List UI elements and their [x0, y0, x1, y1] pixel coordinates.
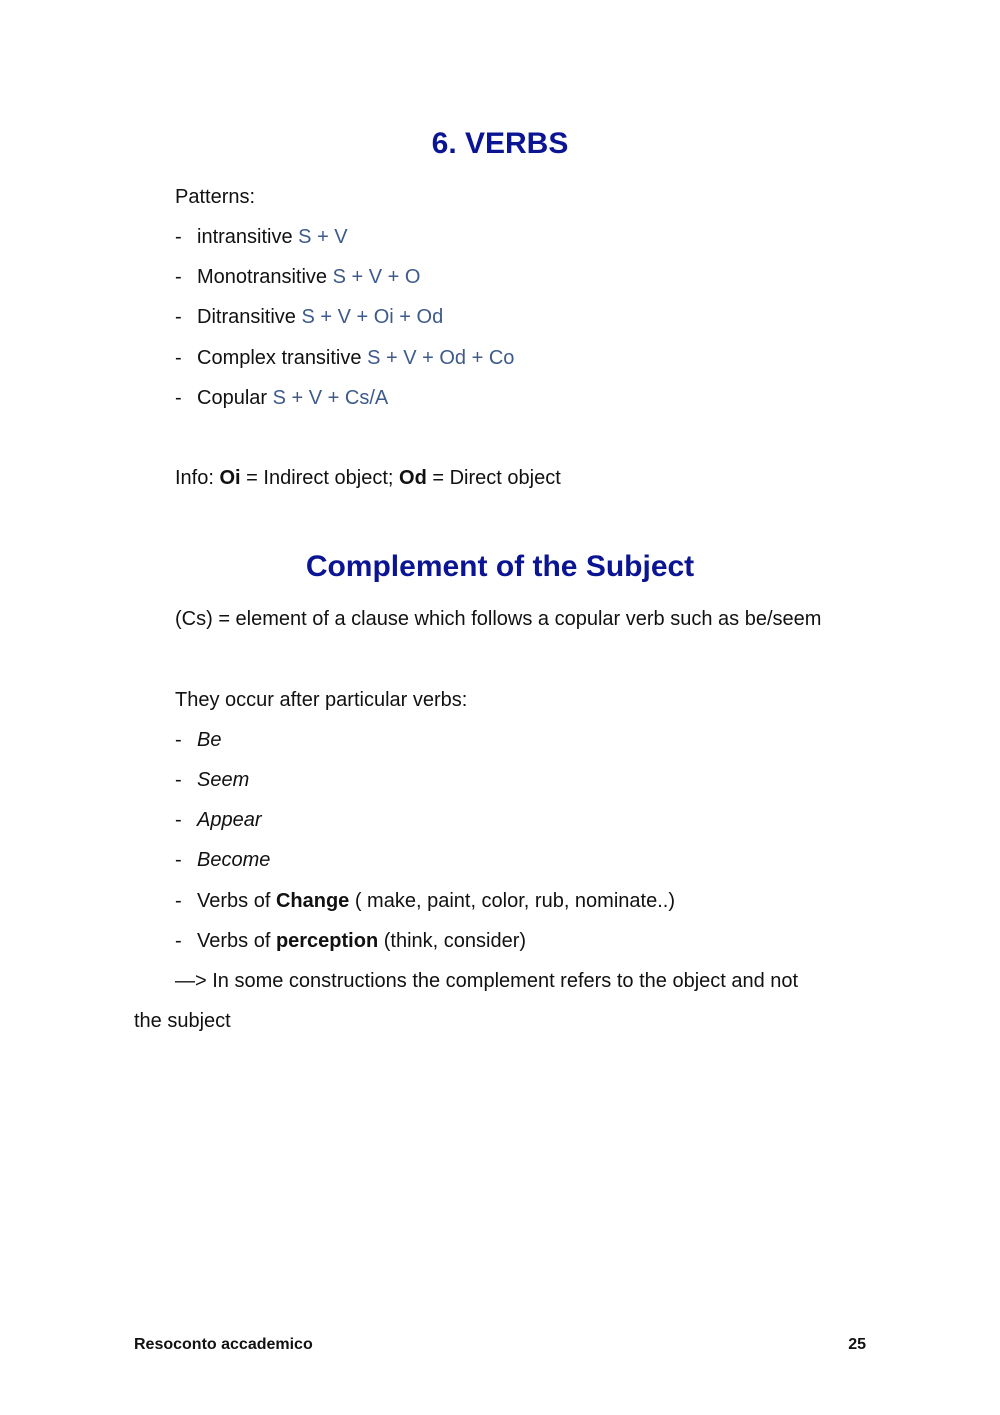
- pattern-name: Monotransitive: [197, 266, 328, 288]
- pattern-formula: S + V + Cs/A: [272, 387, 389, 409]
- verb-item-perception: [175, 927, 526, 955]
- list-dash: -: [175, 387, 182, 409]
- od-abbr: Od: [399, 467, 427, 489]
- cs-definition: (Cs) = element of a clause which follows a copular verb such as be/seem: [175, 608, 822, 630]
- info-line: [175, 464, 561, 492]
- note-line-1: —> In some constructions the complement refers to the object and not: [175, 970, 799, 992]
- section-title: Complement of the Subject: [305, 550, 695, 583]
- list-dash: -: [175, 266, 182, 288]
- perception-bold: perception: [275, 930, 379, 952]
- change-post: ( make, paint, color, rub, nominate..): [349, 890, 675, 912]
- pattern-name: Complex transitive: [197, 347, 362, 369]
- verb-item-change: [175, 887, 675, 915]
- verb-name: Appear: [197, 809, 262, 831]
- page-number: 25: [848, 1336, 866, 1353]
- list-dash: -: [175, 306, 182, 328]
- pattern-name: intransitive: [197, 226, 293, 248]
- pattern-item: [175, 384, 388, 412]
- pattern-item: [175, 223, 348, 251]
- list-dash: -: [175, 347, 182, 369]
- list-dash: -: [175, 890, 182, 912]
- verb-item: [175, 726, 221, 754]
- pattern-name: Ditransitive: [197, 306, 296, 328]
- pattern-item: [175, 303, 443, 331]
- list-dash: -: [175, 930, 182, 952]
- pattern-formula: S + V: [298, 226, 348, 248]
- perception-post: (think, consider): [378, 930, 527, 952]
- verb-item: [175, 846, 270, 874]
- footer-title: Resoconto accademico: [134, 1336, 313, 1353]
- page-title: 6. VERBS: [431, 127, 569, 160]
- oi-abbr: Oi: [219, 467, 241, 489]
- pattern-formula: S + V + O: [332, 266, 421, 288]
- list-dash: -: [175, 849, 182, 871]
- pattern-item: [175, 344, 514, 372]
- list-dash: -: [175, 226, 182, 248]
- change-bold: Change: [275, 890, 350, 912]
- info-prefix: Info:: [175, 467, 220, 489]
- od-text: = Direct object: [426, 467, 561, 489]
- verb-name: Become: [197, 849, 271, 871]
- pattern-formula: S + V + Od + Co: [367, 347, 515, 369]
- change-pre: Verbs of: [197, 890, 276, 912]
- verb-name: Seem: [197, 769, 250, 791]
- verb-item: [175, 766, 249, 794]
- verb-name: Be: [197, 729, 222, 751]
- patterns-label: Patterns:: [175, 186, 256, 208]
- list-dash: -: [175, 729, 182, 751]
- pattern-item: [175, 263, 420, 291]
- verb-item: [175, 806, 262, 834]
- pattern-formula: S + V + Oi + Od: [301, 306, 444, 328]
- pattern-name: Copular: [197, 387, 268, 409]
- oi-text: = Indirect object;: [240, 467, 400, 489]
- occur-intro: They occur after particular verbs:: [175, 689, 468, 711]
- note-line-2: the subject: [134, 1010, 231, 1032]
- list-dash: -: [175, 769, 182, 791]
- perception-pre: Verbs of: [197, 930, 276, 952]
- list-dash: -: [175, 809, 182, 831]
